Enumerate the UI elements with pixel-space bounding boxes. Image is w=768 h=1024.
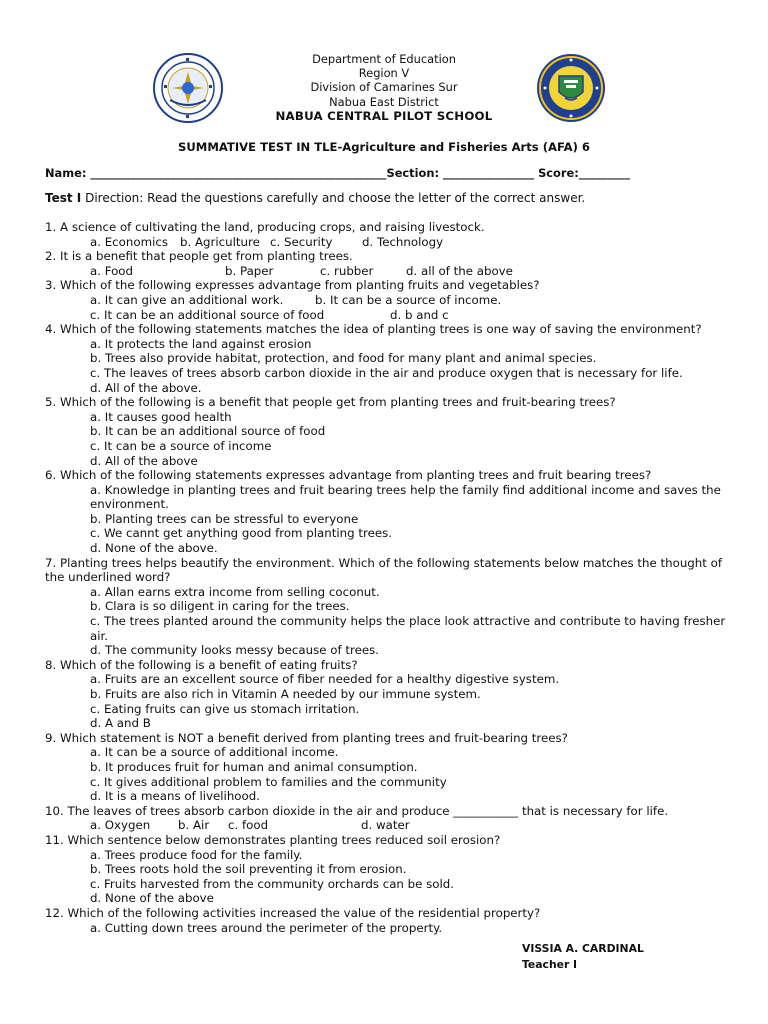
option-text: a. It causes good health bbox=[90, 409, 232, 424]
option-text: d. water bbox=[361, 818, 410, 833]
option-text: a. It can be a source of additional income. bbox=[90, 745, 339, 760]
option-text: c. It can be an additional source of food bbox=[90, 307, 325, 322]
question-9: 9. Which statement is NOT a benefit derived from planting trees and fruit-bearing trees? bbox=[45, 730, 568, 745]
option-text: b. Agriculture bbox=[180, 234, 260, 249]
option-text: a. Cutting down trees around the perimeter of the property. bbox=[90, 920, 443, 935]
option-text: d. Technology bbox=[362, 234, 444, 249]
question-2-options bbox=[90, 264, 735, 279]
question-10-options bbox=[90, 818, 735, 833]
test-direction bbox=[45, 191, 585, 205]
option-text: d. None of the above bbox=[90, 891, 214, 906]
option-text: d. b and c bbox=[390, 307, 449, 322]
option-text: c. It can be a source of income bbox=[90, 438, 272, 453]
option-text: b. It produces fruit for human and animal consumption. bbox=[90, 759, 418, 774]
score-field: Score:_________ bbox=[538, 166, 631, 180]
option-text: b. It can be a source of income. bbox=[315, 292, 502, 307]
option-text: b. Planting trees can be stressful to everyone bbox=[90, 511, 359, 526]
direction-text: Direction: Read the questions carefully and choose the letter of the correct answer. bbox=[81, 191, 586, 205]
teacher-role: Teacher I bbox=[522, 958, 578, 971]
option-text: a. Trees produce food for the family. bbox=[90, 847, 303, 862]
option-text: a. Allan earns extra income from selling coconut. bbox=[90, 584, 380, 599]
question-4: 4. Which of the following statements matches the idea of planting trees is one way of saving the environment? bbox=[45, 322, 702, 337]
question-3-options bbox=[90, 308, 735, 323]
question-3: 3. Which of the following expresses advantage from planting fruits and vegetables? bbox=[45, 278, 540, 293]
header-line-region: Region V bbox=[358, 66, 410, 81]
option-text: a. Food bbox=[90, 263, 134, 278]
student-info-row bbox=[45, 166, 725, 180]
option-text: d. A and B bbox=[90, 716, 151, 731]
question-2: 2. It is a benefit that people get from planting trees. bbox=[45, 249, 353, 264]
option-text: c. Fruits harvested from the community orchards can be sold. bbox=[90, 876, 455, 891]
option-text: b. Fruits are also rich in Vitamin A needed by our immune system. bbox=[90, 687, 481, 701]
teacher-name: VISSIA A. CARDINAL bbox=[522, 942, 644, 955]
name-field: Name: ____________________________________________________ bbox=[45, 166, 387, 180]
question-5: 5. Which of the following is a benefit that people get from planting trees and fruit-bearing trees? bbox=[45, 395, 616, 410]
option-text: a. It protects the land against erosion bbox=[90, 336, 312, 351]
option-text: a. It can give an additional work. bbox=[90, 292, 284, 307]
option-text: b. Trees also provide habitat, protection, and food for many plant and animal species. bbox=[90, 351, 597, 366]
question-7: 7. Planting trees helps beautify the environment. Which of the following statements below matches the thought of the underlined word? bbox=[45, 555, 723, 585]
question-1: 1. A science of cultivating the land, producing crops, and raising livestock. bbox=[45, 220, 485, 234]
option-text: a. Economics bbox=[90, 234, 168, 249]
question-list bbox=[45, 220, 735, 935]
option-text: c. Eating fruits can give us stomach irritation. bbox=[90, 701, 360, 716]
option-text: b. Clara is so diligent in caring for the trees. bbox=[90, 599, 350, 614]
question-8: 8. Which of the following is a benefit of eating fruits? bbox=[45, 657, 358, 672]
option-text: a. Knowledge in planting trees and fruit bearing trees help the family find additional income and saves the environment. bbox=[90, 482, 721, 512]
option-text: c. The trees planted around the community helps the place look attractive and contribute to having fresher air. bbox=[90, 614, 726, 643]
option-text: d. The community looks messy because of trees. bbox=[90, 643, 380, 658]
option-text: d. All of the above. bbox=[90, 380, 202, 395]
header-line-district: Nabua East District bbox=[329, 94, 439, 109]
option-text: d. all of the above bbox=[406, 263, 513, 278]
header-line-department: Department of Education bbox=[312, 52, 456, 66]
option-text: b. Air bbox=[178, 818, 210, 833]
option-text: d. It is a means of livelihood. bbox=[90, 789, 260, 804]
question-10: 10. The leaves of trees absorb carbon dioxide in the air and produce ___________ that is necessary for life. bbox=[45, 803, 669, 818]
option-text: b. It can be an additional source of food bbox=[90, 424, 326, 439]
option-text: c. rubber bbox=[320, 263, 374, 278]
option-text: d. None of the above. bbox=[90, 541, 218, 556]
section-field: Section: ________________ bbox=[386, 166, 535, 180]
question-12: 12. Which of the following activities increased the value of the residential property? bbox=[45, 905, 541, 920]
question-6: 6. Which of the following statements expresses advantage from planting trees and fruit bearing trees? bbox=[45, 468, 652, 483]
option-text: c. food bbox=[228, 818, 269, 833]
option-text: c. The leaves of trees absorb carbon dioxide in the air and produce oxygen that is necessary for life. bbox=[90, 365, 683, 380]
test-label: Test I bbox=[45, 191, 82, 205]
option-text: c. We cannt get anything good from planting trees. bbox=[90, 526, 392, 541]
option-text: c. It gives additional problem to families and the community bbox=[90, 774, 447, 789]
header-line-division: Division of Camarines Sur bbox=[310, 80, 458, 95]
question-11: 11. Which sentence below demonstrates planting trees reduced soil erosion? bbox=[45, 832, 501, 847]
test-title: SUMMATIVE TEST IN TLE-Agriculture and Fisheries Arts (AFA) 6 bbox=[178, 140, 590, 154]
option-text: b. Paper bbox=[225, 263, 274, 278]
option-text: c. Security bbox=[270, 234, 333, 249]
option-text: d. All of the above bbox=[90, 453, 198, 468]
option-text: a. Fruits are an excellent source of fiber needed for a healthy digestive system. bbox=[90, 672, 560, 687]
question-1-options bbox=[90, 235, 735, 250]
school-name: NABUA CENTRAL PILOT SCHOOL bbox=[275, 108, 493, 123]
option-text: a. Oxygen bbox=[90, 818, 151, 833]
option-text: b. Trees roots hold the soil preventing it from erosion. bbox=[90, 862, 407, 877]
header-block bbox=[200, 52, 568, 123]
question-3-options bbox=[90, 293, 735, 308]
